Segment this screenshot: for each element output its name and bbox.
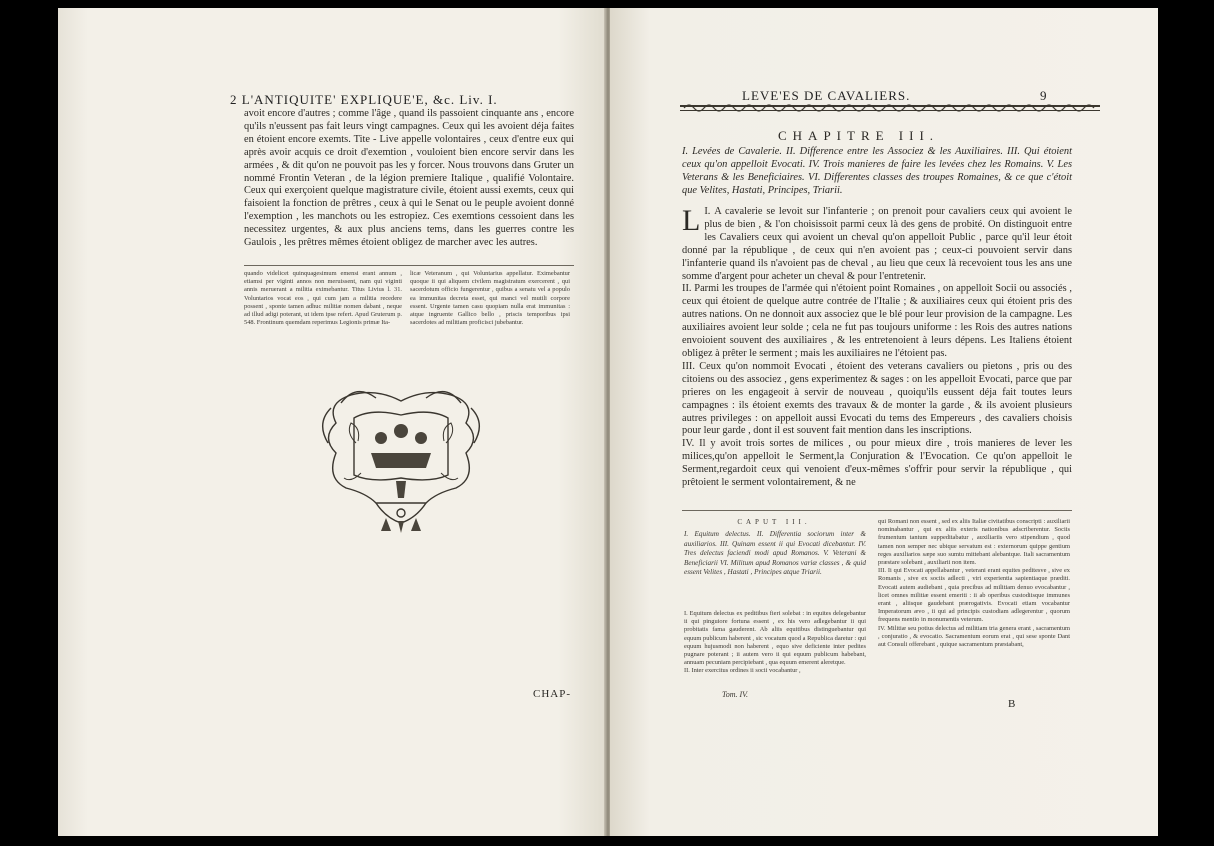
book-spread — [58, 8, 1158, 836]
left-page — [58, 8, 606, 836]
cartouche-ornament-icon — [316, 383, 486, 533]
left-catchword: CHAP- — [533, 688, 572, 700]
right-page — [610, 8, 1158, 836]
right-footnote-rule — [682, 510, 1072, 511]
paragraph-1 — [682, 206, 1072, 283]
left-footnote-rule — [244, 265, 574, 266]
right-running-header: LEVE'ES DE CAVALIERS. — [742, 88, 911, 103]
right-body-text — [682, 206, 1072, 490]
paragraph-1-number: I. — [704, 206, 711, 217]
left-running-header: 2 L'ANTIQUITE' EXPLIQUE'E, &c. Liv. I. — [230, 92, 498, 107]
right-page-number: 9 — [1040, 88, 1048, 103]
left-note-col1: quando videlicet quinquagesimum emensi erant annum , etiamsi per viginti annos non meruissent, nam qui viginti annis meruerant a militia eximebantur. Titus Livius l. 31. Voluntarios vocat eos , qui cum jam a militia recedere possent , sponte tamen adhuc militiæ nomen dabant , neque ad illud adigi poterant, ut idem ipse refert. Apud Gruterum p. 548. Frontinum quemdam reperimus Legionis primæ Ita- — [244, 270, 402, 327]
paragraph-1-text: A cavalerie se levoit sur l'infanterie ; on prenoit pour cavaliers ceux qui avoient le plus de bien , & l'on choisissoit parmi ceux là des gens de probité. On distinguoit entre les Cavaliers ceux qui avoient un cheval qu'on appelloit Public , parce qu'il leur étoit donné par la république , de ceux qui n'en avoient pas ; ceux-ci pouvoient servir dans l'infanterie quand ils n'avoient pas de cheval , au lieu que ceux là recevoient tous les ans une somme d'argent pour acheter un cheval & pour l'entretenir. — [682, 206, 1072, 282]
latin-col2-text-b: III. Ii qui Evocati appellabantur , veterani erant equites peditesve , sive ex Romanis , sive ex sociis adlecti , viri experientia sapientiaque præditi. Evocati autem audiebant , quia precibus ad militiam denuo evocabantur , licet omnes militiæ essent emeriti : ii ab operibus custodiisque immunes erant , aliisque gaudebant prærogativis. Evocati etiam vocabantur Imperatorum ævo , ii qui ad principis custodiam adlegerentur , quorum frequens mentio in monumentis veterum. — [878, 567, 1070, 624]
paragraph-3: III. Ceux qu'on nommoit Evocati , étoient des veterans cavaliers ou pietons , pris ou des citoiens ou des associez , gens experimentez & sages : on les appelloit Evocati, parce que par prieres on les engageoit à servir de nouveau , quoiqu'ils eussent déja fait toutes leurs campagnes : ils étoient exemts des travaux & de monter la garde , & ils avoient plusieurs autres privileges : on appelloit aussi Evocati du tems des Empereurs , des cavaliers choisis pour leur garde , dont il est souvent fait mention dans les inscriptions. — [682, 360, 1072, 437]
chapter-title: CHAPITRE III. — [778, 128, 940, 143]
left-body-text: avoit encore d'autres ; comme l'âge , quand ils passoient cinquante ans , encore qu'ils n'eussent pas fait leurs vingt campagnes. Ceux qui les avoient déja faites en étoient encore exemts. Tite - Live appelle volontaires , ceux d'entre eux qui après avoir acquis ce droit d'exemtion , vouloient bien encore servir dans les armées , & dit qu'on ne pouvoit pas les y forcer. Nous trouvons dans Gruter un nommé Frontin Veteran , de la légion premiere Italique , qualifié Volontaire. Ceux qui exerçoient quelque magistrature civile, étoient aussi exemts, ceux qui faisoient la fonction de prêtres , ceux à qui le Senat ou le peuple avoient donné l'exemption , les manchots ou les estropiez. Ces exemtions cessoient dans les necessitez urgentes, & aux plus anciens tems, dans les guerres contre les Gaulois , les prêtres mêmes étoient obligez de marcher avec les autres. — [244, 108, 574, 249]
latin-col1 — [684, 610, 866, 676]
latin-col1-text-b: II. Inter exercitus ordines ii socii vocabantur , — [684, 667, 801, 675]
latin-col2 — [878, 518, 1070, 649]
left-note-col2: licæ Veteranum , qui Voluntarius appellatur. Eximebantur quoque ii qui aliquem civilem magistratum exercerent , qui sacerdotum officio fungerentur , quibus a senatu vel a populo ea immunitas decreta esset, qui manci vel mutili corpore essent. Urgente tamen casu quopiam nulla erat immunitas : atque ingruente Gallico bello , priscis temporibus ipsi sacerdotes ad militiam proficisci jubebantur. — [410, 270, 570, 327]
latin-col2-text: qui Romani non essent , sed ex aliis Italiæ civitatibus conscripti : auxiliarii nominabantur , qui ex aliis exteris nationibus adscriberentur. Sociis frumentum tantum suppeditabatur , auxiliariis vero stipendium , quod tamen non semper nec ubique servatum est : externorum quippe gentium reges auxiliarios sæpe suo sumtu mittebant alebantque. Itali sacramentum præstare solebant , auxiliarii non item. — [878, 518, 1070, 567]
paragraph-4: IV. Il y avoit trois sortes de milices , ou pour mieux dire , trois manieres de lever les milices,qu'on appelloit le Serment,la Conjuration & l'Evocation. Ce qu'on appelloit le Serment,regardoit ceux qui venoient d'eux-mêmes s'offrir pour servir la république , qui prêtoient le serment volontairement, & ne — [682, 438, 1072, 489]
paragraph-2: II. Parmi les troupes de l'armée qui n'étoient point Romaines , on appelloit Socii ou associés , ceux qui étoient de quelque autre contrée de l'Italie ; & auxiliaires ceux qui étoient pris des autres nations. On ne donnoit aux associez que le blé pour leur provision de la campagne. Les auxiliaires avoient leur solde ; cela ne fut pas toujours uniforme : les Rois des autres nations envoioient souvent des auxiliaires , & les entretenoient à leurs dépens. Les Italiens étoient obligez à prêter le serment ; mais les auxiliaires ne l'étoient pas. — [682, 283, 1072, 359]
drop-cap: L — [682, 204, 701, 237]
signature-mark: B — [1008, 698, 1017, 710]
latin-chapter-head: CAPUT III. — [737, 518, 811, 526]
latin-catchword: Tom. IV. — [722, 690, 749, 699]
ornament-band-icon — [680, 101, 1100, 115]
latin-col1-text: I. Equitum delectus ex peditibus fieri solebat : in equites delegebantur ii qui pinguiore fortuna essent , ex his vero adlegebantur ii qui probitatis fama gauderent. Ab aliis equitibus distinguebantur qui equum publicum haberent , sic vocatum quod a Republica daretur : qui equum hujusmodi non haberent , equo sive deficiente inter pedites pugnare poterant ; ii autem vero ii qui equum publicum habebant, annuam pecuniam percipiebant , qua equum emerent aleretque. — [684, 610, 866, 667]
latin-summary: I. Equitum delectus. II. Differentia sociorum inter & auxiliarios. III. Quinam essent ii qui Evocati dicebantur. IV. Tres delectus faciendi modi apud Romanos. V. Veterani & Beneficiarii VI. Militum apud Romanos variæ classes , & quid essent Velites , Hastati , Principes atque Triarii. — [684, 530, 866, 577]
chapter-summary: I. Levées de Cavalerie. II. Difference entre les Associez & les Auxiliaires. III. Qui étoient ceux qu'on appelloit Evocati. IV. Trois manieres de faire les levées chez les Romains. V. Les Veterans & les Beneficiaires. VI. Differentes classes des troupes Romaines, & ce que c'étoit que Velites, Hastati, Principes, Triarii. — [682, 146, 1072, 196]
latin-col2-text-c: IV. Militiæ seu potius delectus ad militiam tria genera erant , sacramentum , conjuratio , & evocatio. Sacramentum eorum erat , qui sese sponte Dant aut Consuli offerebant , quique sacramentum præstabant, — [878, 624, 1070, 649]
